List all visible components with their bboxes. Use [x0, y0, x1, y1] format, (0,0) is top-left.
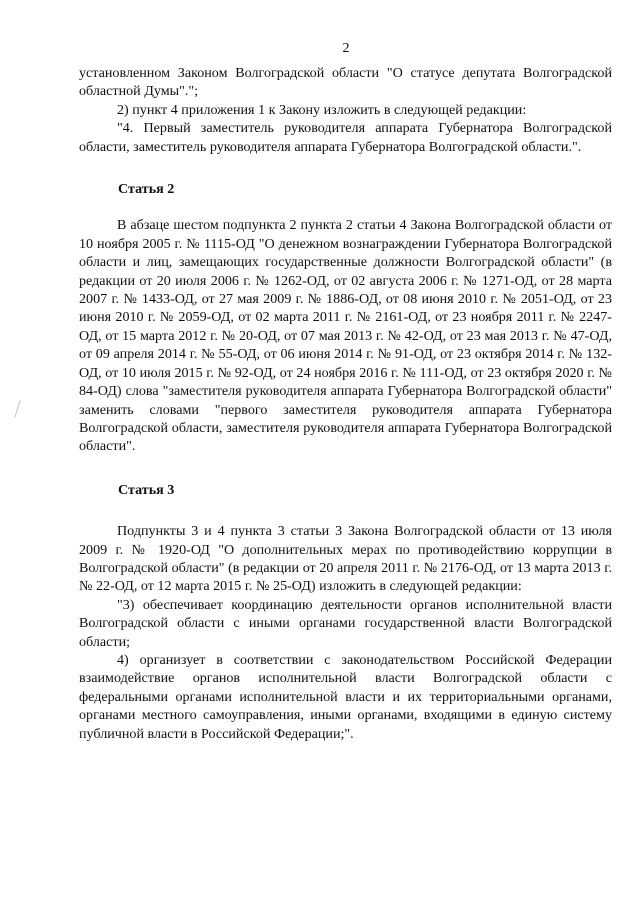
spacer	[79, 456, 612, 481]
spacer	[79, 499, 612, 522]
spacer	[79, 198, 612, 216]
article-3-heading: Статья 3	[118, 481, 175, 498]
article-3-item-3: "3) обеспечивает координацию деятельности органов исполнительной власти Волгоградской области с иными органами государственной власти Волгоградской области;	[79, 596, 612, 650]
spacer	[79, 156, 612, 180]
article-2-heading: Статья 2	[118, 181, 175, 198]
article-2-text: В абзаце шестом подпункта 2 пункта 2 статьи 4 Закона Волгоградской области от 10 ноября 2005 г. № 1115-ОД "О денежном вознаграждении Губернатора Волгоградской области и лиц, замещающих государственные должности Волгоградской области" (в редакции от 20 июля 2006 г. № 1262-ОД, от 02 августа 2006 г. № 1271-ОД, от 28 марта 2007 г. № 1433-ОД, от 27 мая 2009 г. № 1886-ОД, от 08 июня 2010 г. № 2051-ОД, от 23 июня 2010 г. № 2059-ОД, от 02 марта 2011 г. № 2161-ОД, от 23 ноября 2011 г. № 2247-ОД, от 15 марта 2012 г. № 20-ОД, от 07 мая 2013 г. № 42-ОД, от 23 мая 2013 г. № 47-ОД, от 09 апреля 2014 г. № 55-ОД, от 06 июня 2014 г. № 91-ОД, от 23 октября 2014 г. № 132-ОД, от 10 июля 2015 г. № 92-ОД, от 24 ноября 2016 г. № 111-ОД, от 23 октября 2020 г. № 84-ОД) слова "заместителя руководителя аппарата Губернатора Волгоградской области" заменить словами "первого заместителя руководителя аппарата Губернатора Волгоградской области, заместителя руководителя аппарата Губернатора Волгоградской области".	[79, 217, 612, 455]
scan-artifact-mark	[14, 400, 21, 417]
article-3-item-4: 4) организует в соответствии с законодательством Российской Федерации взаимодействие органов исполнительной власти Волгоградской области с федеральными органами исполнительной власти и их территориальными органами, органами местного самоуправления, иными органами, входящими в единую систему публичной власти в Российской Федерации;".	[79, 651, 612, 742]
paragraph-item-2: 2) пункт 4 приложения 1 к Закону изложить в следующей редакции:	[117, 101, 527, 118]
paragraph-intro-continuation: установленном Законом Волгоградской области "О статусе депутата Волгоградской областной Думы".";	[79, 65, 612, 100]
article-3-text: Подпункты 3 и 4 пункта 3 статьи 3 Закона Волгоградской области от 13 июля 2009 г. № 1920-ОД "О дополнительных мерах по противодействию коррупции в Волгоградской области" (в редакции от 20 апреля 2011 г. № 2176-ОД, от 13 марта 2013 г. № 22-ОД, от 12 марта 2015 г. № 25-ОД) изложить в следующей редакции:	[79, 523, 612, 595]
paragraph-item-4-quote: "4. Первый заместитель руководителя аппарата Губернатора Волгоградской области, заместитель руководителя аппарата Губернатора Волгоградской области.".	[79, 120, 612, 155]
page-number: 2	[342, 41, 350, 56]
document-body	[79, 64, 612, 743]
